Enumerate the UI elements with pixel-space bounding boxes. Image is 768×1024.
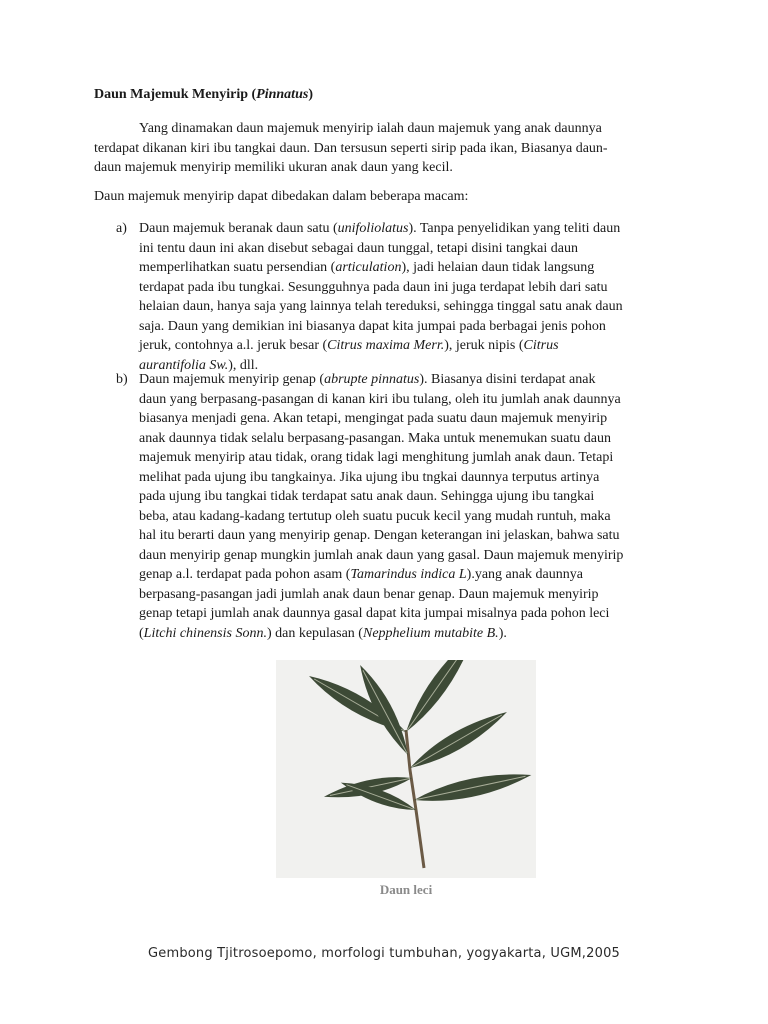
text-segment: Daun majemuk menyirip genap ( — [139, 372, 325, 387]
text-segment: genap tetapi jumlah anak daunnya gasal dapat kita jumpai misalnya pada pohon leci — [139, 606, 610, 621]
intro-paragraph — [94, 119, 684, 178]
list-item-line — [139, 546, 694, 566]
text-segment: anak daunnya tidak selalu berpasang-pasangan. Maka untuk menemukan suatu daun — [139, 430, 611, 446]
italic-term: aurantifolia Sw. — [139, 357, 229, 373]
italic-term: Nepphelium mutabite B. — [362, 625, 499, 641]
text-segment: berpasang-pasangan jadi jumlah anak daun benar genap. Daun majemuk menyirip — [139, 586, 599, 602]
list-item-line — [139, 624, 694, 644]
text-segment: melihat pada ujung ibu tangkainya. Jika ujung ibu tngkai daunnya terputus artinya — [139, 469, 600, 485]
text-segment: hal itu berarti daun yang menyirip genap. Dengan keterangan ini jelaskan, bahwa satu — [139, 528, 620, 543]
list-item-line — [139, 258, 694, 278]
list-item-line — [139, 526, 694, 546]
list-item-line — [139, 487, 694, 507]
list-item-line — [139, 297, 694, 317]
lychee-leaf-photo — [276, 660, 536, 878]
text-segment: daun yang berpasang-pasangan di kanan kiri ibu tulang, oleh itu jumlah anak daunnya — [139, 391, 621, 407]
italic-term: Citrus — [523, 338, 559, 353]
types-intro-paragraph: Daun majemuk menyirip dapat dibedakan dalam beberapa macam: — [94, 189, 469, 204]
list-item-a — [94, 219, 694, 375]
list-item-line — [139, 468, 694, 488]
text-segment: ). — [498, 625, 507, 641]
text-segment: ( — [139, 625, 144, 641]
italic-term: articulation — [335, 260, 402, 275]
title-text: Daun Majemuk Menyirip ( — [94, 87, 257, 102]
text-segment: ), jeruk nipis ( — [444, 338, 524, 353]
figure-caption: Daun leci — [379, 882, 433, 897]
text-segment: terdapat pada ibu tungkai. Sesungguhnya pada daun ini juga terdapat lebih dari satu — [139, 279, 608, 295]
text-segment: majemuk menyirip atau tidak, orang tidak lagi menghitung jumlah anak daun. Tetapi — [139, 450, 614, 465]
title-close: ) — [308, 87, 313, 102]
list-item-line — [139, 409, 694, 429]
list-item-line — [139, 448, 694, 468]
list-item-line — [139, 370, 694, 390]
text-segment: ). Tanpa penyelidikan yang teliti daun — [408, 221, 621, 236]
text-segment: helaian daun, hanya saja yang lainnya telah tereduksi, sehingga tinggal satu anak daun — [139, 299, 623, 314]
text-segment: ). Biasanya disini terdapat anak — [419, 372, 596, 387]
text-segment: Daun majemuk beranak daun satu ( — [139, 221, 338, 236]
list-marker: b) — [116, 372, 128, 387]
document-title — [94, 86, 313, 104]
list-item-line — [139, 565, 694, 585]
text-segment: saja. Daun yang demikian ini biasanya dapat kita jumpai pada berbagai jenis pohon — [139, 318, 606, 334]
list-item-line — [139, 219, 694, 239]
list-item-line — [139, 336, 694, 356]
list-item-line — [139, 390, 694, 410]
text-segment: pada ujung ibu tangkai tidak terdapat satu anak daun. Sehingga ujung ibu tangkai — [139, 489, 595, 504]
list-item-line — [139, 239, 694, 259]
intro-line: daun majemuk menyirip memiliki ukuran anak daun yang kecil. — [94, 160, 453, 175]
leaflet — [399, 660, 481, 737]
italic-term: Litchi chinensis Sonn. — [143, 625, 267, 641]
text-segment: ) dan kepulasan ( — [266, 625, 363, 641]
text-segment: genap a.l. terdapat pada pohon asam ( — [139, 567, 351, 582]
text-segment: daun menyirip genap mungkin jumlah anak daun yang gasal. Daun majemuk menyirip — [139, 547, 624, 563]
reference-footer: Gembong Tjitrosoepomo, morfologi tumbuhan, yogyakarta, UGM,2005 — [147, 946, 621, 961]
text-segment: ), dll. — [228, 357, 259, 373]
text-segment: memperlihatkan suatu persendian ( — [139, 260, 336, 275]
italic-term: unifoliolatus — [337, 221, 409, 236]
list-item-line — [139, 278, 694, 298]
list-item-b — [94, 370, 694, 643]
lychee-leaf-illustration — [276, 660, 536, 878]
italic-term: abrupte pinnatus — [324, 372, 420, 387]
list-item-line — [139, 429, 694, 449]
leaflet — [412, 766, 533, 809]
text-segment: ).yang anak daunnya — [466, 567, 583, 582]
text-segment: jeruk, contohnya a.l. jeruk besar ( — [139, 338, 328, 353]
list-marker: a) — [116, 221, 127, 236]
list-item-line — [139, 317, 694, 337]
intro-line: terdapat dikanan kiri ibu tangkai daun. Dan tersusun seperti sirip pada ikan, Biasanya daun- — [94, 140, 608, 156]
list-item-line — [139, 507, 694, 527]
title-italic: Pinnatus — [256, 87, 309, 102]
intro-line: Yang dinamakan daun majemuk menyirip ialah daun majemuk yang anak daunnya — [139, 121, 602, 136]
list-item-line — [139, 585, 694, 605]
list-item-line — [139, 604, 694, 624]
text-segment: ), jadi helaian daun tidak langsung — [401, 260, 595, 275]
italic-term: Citrus maxima Merr. — [327, 338, 445, 353]
text-segment: beba, atau kadang-kadang tertutup oleh suatu pucuk kecil yang mudah runtuh, maka — [139, 508, 611, 524]
text-segment: ini tentu daun ini akan disebut sebagai daun tunggal, tetapi disini tangkai daun — [139, 240, 578, 256]
text-segment: biasanya menjadi gena. Akan tetapi, mengingat pada suatu daun majemuk menyirip — [139, 411, 608, 426]
italic-term: Tamarindus indica L — [350, 567, 467, 582]
